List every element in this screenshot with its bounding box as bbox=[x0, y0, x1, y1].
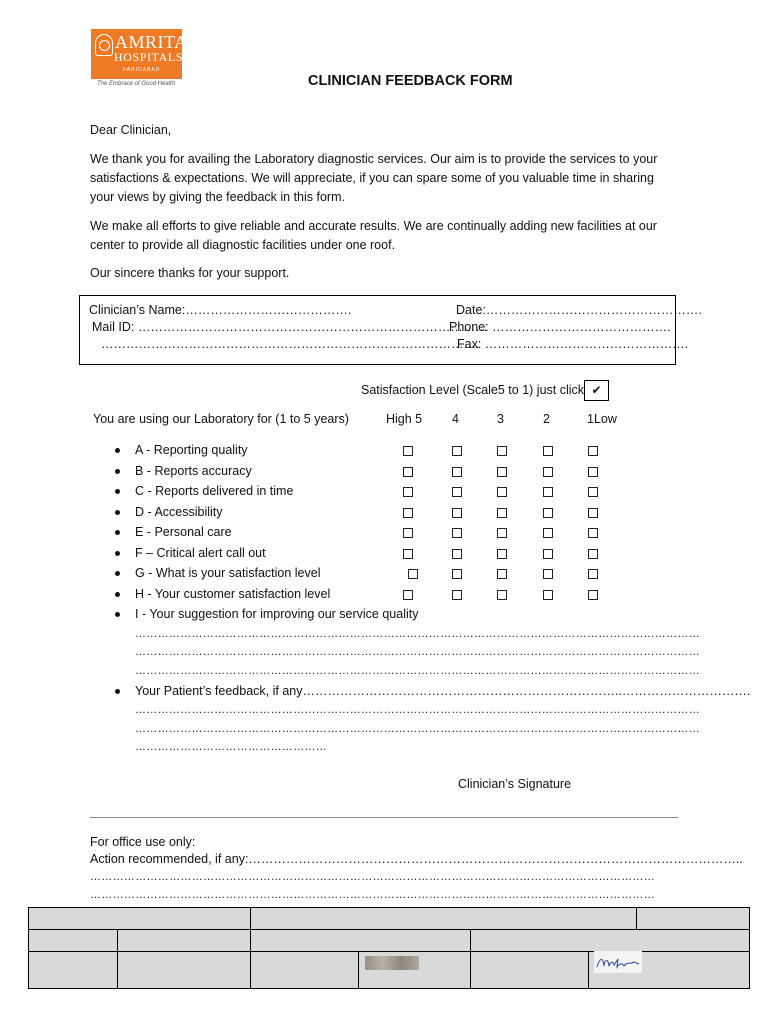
commitment-paragraph: We make all efforts to give reliable and accurate results. We are continually adding new facilities at our center to provide all diagnostic facilities under one roof. bbox=[90, 219, 657, 252]
action-line-2[interactable]: …………………………………………………………………………………………………………………………………… bbox=[90, 889, 655, 901]
rating-checkbox-1[interactable] bbox=[588, 508, 598, 518]
rating-item-label: H - Your customer satisfaction level bbox=[135, 586, 331, 601]
bullet bbox=[115, 612, 120, 617]
rating-checkbox-2[interactable] bbox=[543, 590, 553, 600]
scale-header-5: High 5 bbox=[386, 412, 423, 426]
rating-checkbox-2[interactable] bbox=[543, 446, 553, 456]
suggestion-line-1[interactable]: …………………………………………………………………………………………………………………………………… bbox=[135, 628, 700, 640]
rating-checkbox-1[interactable] bbox=[588, 549, 598, 559]
rating-checkbox-5[interactable] bbox=[408, 569, 418, 579]
rating-checkbox-3[interactable] bbox=[497, 590, 507, 600]
office-use-label: For office use only: bbox=[90, 835, 196, 849]
rating-checkbox-4[interactable] bbox=[452, 590, 462, 600]
bullet bbox=[115, 469, 120, 474]
bullet bbox=[115, 530, 120, 535]
rating-checkbox-3[interactable] bbox=[497, 508, 507, 518]
table-border bbox=[470, 929, 471, 989]
table-border bbox=[28, 907, 29, 989]
table-border bbox=[117, 929, 118, 989]
scale-caption: Satisfaction Level (Scale5 to 1) just click bbox=[361, 383, 585, 397]
greeting: Dear Clinician, bbox=[90, 123, 172, 137]
rating-checkbox-4[interactable] bbox=[452, 549, 462, 559]
rating-checkbox-5[interactable] bbox=[403, 508, 413, 518]
fax-field[interactable]: Fax: …………………………………………. bbox=[457, 337, 689, 351]
thanks-paragraph: Our sincere thanks for your support. bbox=[90, 266, 290, 280]
table-border bbox=[28, 988, 750, 989]
scale-header-3: 3 bbox=[497, 412, 504, 426]
clinician-name-field[interactable]: Clinician’s Name:…………………………………. bbox=[89, 303, 352, 317]
table-border bbox=[28, 907, 750, 908]
rating-checkbox-5[interactable] bbox=[403, 549, 413, 559]
scale-header-2: 2 bbox=[543, 412, 550, 426]
rating-checkbox-5[interactable] bbox=[403, 528, 413, 538]
rating-item-label: D - Accessibility bbox=[135, 504, 223, 519]
date-field[interactable]: Date:……………………………………………. bbox=[456, 303, 702, 317]
suggestion-line-3[interactable]: …………………………………………………………………………………………………………………………………… bbox=[135, 665, 700, 677]
table-border bbox=[358, 951, 359, 989]
rating-checkbox-2[interactable] bbox=[543, 508, 553, 518]
bullet bbox=[115, 551, 120, 556]
rating-checkbox-1[interactable] bbox=[588, 528, 598, 538]
action-recommended-field[interactable]: Action recommended, if any:……………………………………………………………………………………………………….. bbox=[90, 852, 743, 866]
approval-table bbox=[28, 907, 750, 989]
signature-label: Clinician’s Signature bbox=[458, 777, 572, 791]
bullet bbox=[115, 571, 120, 576]
hospital-logo bbox=[91, 29, 188, 79]
rating-checkbox-2[interactable] bbox=[543, 467, 553, 477]
rating-checkbox-1[interactable] bbox=[588, 569, 598, 579]
suggestion-label: I - Your suggestion for improving our service quality bbox=[135, 607, 419, 621]
scale-header-4: 4 bbox=[452, 412, 459, 426]
rating-checkbox-4[interactable] bbox=[452, 508, 462, 518]
phone-field[interactable]: Phone: ……………………………………. bbox=[449, 320, 671, 334]
section-divider bbox=[90, 817, 678, 818]
table-border bbox=[749, 907, 750, 989]
bullet bbox=[115, 448, 120, 453]
using-caption: You are using our Laboratory for (1 to 5 years) bbox=[93, 412, 349, 426]
rating-checkbox-3[interactable] bbox=[497, 446, 507, 456]
scale-header-1: 1Low bbox=[587, 412, 617, 426]
rating-item-label: G - What is your satisfaction level bbox=[135, 566, 321, 580]
rating-checkbox-2[interactable] bbox=[543, 549, 553, 559]
table-border bbox=[250, 907, 251, 989]
patient-line-1[interactable]: …………………………………………………………………………………………………………………………………… bbox=[135, 704, 700, 716]
bullet bbox=[115, 592, 120, 597]
patient-line-2[interactable]: …………………………………………………………………………………………………………………………………… bbox=[135, 723, 700, 735]
intro-paragraph: We thank you for availing the Laboratory diagnostic services. Our aim is to provide the services to your satisfactions & expectations. We will appreciate, if you can spare some of you valuable time in sharing your views by giving the feedback in this form. bbox=[90, 152, 658, 204]
logo-tagline: The Embrace of Good Health bbox=[97, 81, 176, 87]
page-title: CLINICIAN FEEDBACK FORM bbox=[308, 73, 513, 89]
signature-image bbox=[594, 951, 642, 973]
rating-item-label: F – Critical alert call out bbox=[135, 545, 266, 560]
logo-line1: AMRITA bbox=[115, 32, 188, 52]
table-border bbox=[636, 907, 637, 929]
rating-checkbox-3[interactable] bbox=[497, 487, 507, 497]
rating-checkbox-5[interactable] bbox=[403, 467, 413, 477]
bullet bbox=[115, 510, 120, 515]
emblem-icon bbox=[95, 34, 113, 56]
rating-item-label: B - Reports accuracy bbox=[135, 463, 252, 478]
rating-checkbox-1[interactable] bbox=[588, 487, 598, 497]
mail-id-continuation[interactable]: ………………………………………………………………………………. bbox=[101, 337, 480, 351]
rating-checkbox-5[interactable] bbox=[403, 446, 413, 456]
rating-item-label: A - Reporting quality bbox=[135, 443, 248, 457]
rating-checkbox-3[interactable] bbox=[497, 467, 507, 477]
check-mark-box: ✔ bbox=[584, 380, 609, 401]
rating-checkbox-1[interactable] bbox=[588, 590, 598, 600]
signature-image bbox=[365, 956, 419, 970]
rating-item-label: E - Personal care bbox=[135, 525, 232, 539]
action-line-1[interactable]: …………………………………………………………………………………………………………………………………… bbox=[90, 871, 655, 883]
rating-checkbox-3[interactable] bbox=[497, 549, 507, 559]
table-border bbox=[588, 951, 589, 989]
rating-checkbox-4[interactable] bbox=[452, 487, 462, 497]
rating-checkbox-4[interactable] bbox=[452, 446, 462, 456]
patient-feedback-label: Your Patient’s feedback, if any…………………………………………………………………..…………………………. bbox=[135, 684, 751, 698]
rating-checkbox-4[interactable] bbox=[452, 569, 462, 579]
rating-checkbox-2[interactable] bbox=[543, 487, 553, 497]
table-border bbox=[28, 929, 750, 930]
rating-checkbox-5[interactable] bbox=[403, 487, 413, 497]
rating-checkbox-3[interactable] bbox=[497, 569, 507, 579]
rating-checkbox-4[interactable] bbox=[452, 528, 462, 538]
rating-checkbox-4[interactable] bbox=[452, 467, 462, 477]
rating-checkbox-5[interactable] bbox=[403, 590, 413, 600]
rating-item-label: C - Reports delivered in time bbox=[135, 484, 294, 498]
mail-id-field[interactable]: Mail ID: ………………………………………………………………………… bbox=[92, 320, 488, 334]
bullet bbox=[115, 489, 120, 494]
rating-checkbox-2[interactable] bbox=[543, 569, 553, 579]
rating-checkbox-3[interactable] bbox=[497, 528, 507, 538]
patient-line-3[interactable]: …………………………………………… bbox=[135, 741, 328, 753]
clinician-info-box bbox=[79, 295, 702, 365]
logo-line3: FARIDABAD bbox=[123, 67, 161, 73]
rating-checkbox-2[interactable] bbox=[543, 528, 553, 538]
rating-checkbox-1[interactable] bbox=[588, 467, 598, 477]
suggestion-line-2[interactable]: …………………………………………………………………………………………………………………………………… bbox=[135, 646, 700, 658]
bullet bbox=[115, 689, 120, 694]
logo-line2: HOSPITALS bbox=[114, 50, 184, 64]
rating-checkbox-1[interactable] bbox=[588, 446, 598, 456]
